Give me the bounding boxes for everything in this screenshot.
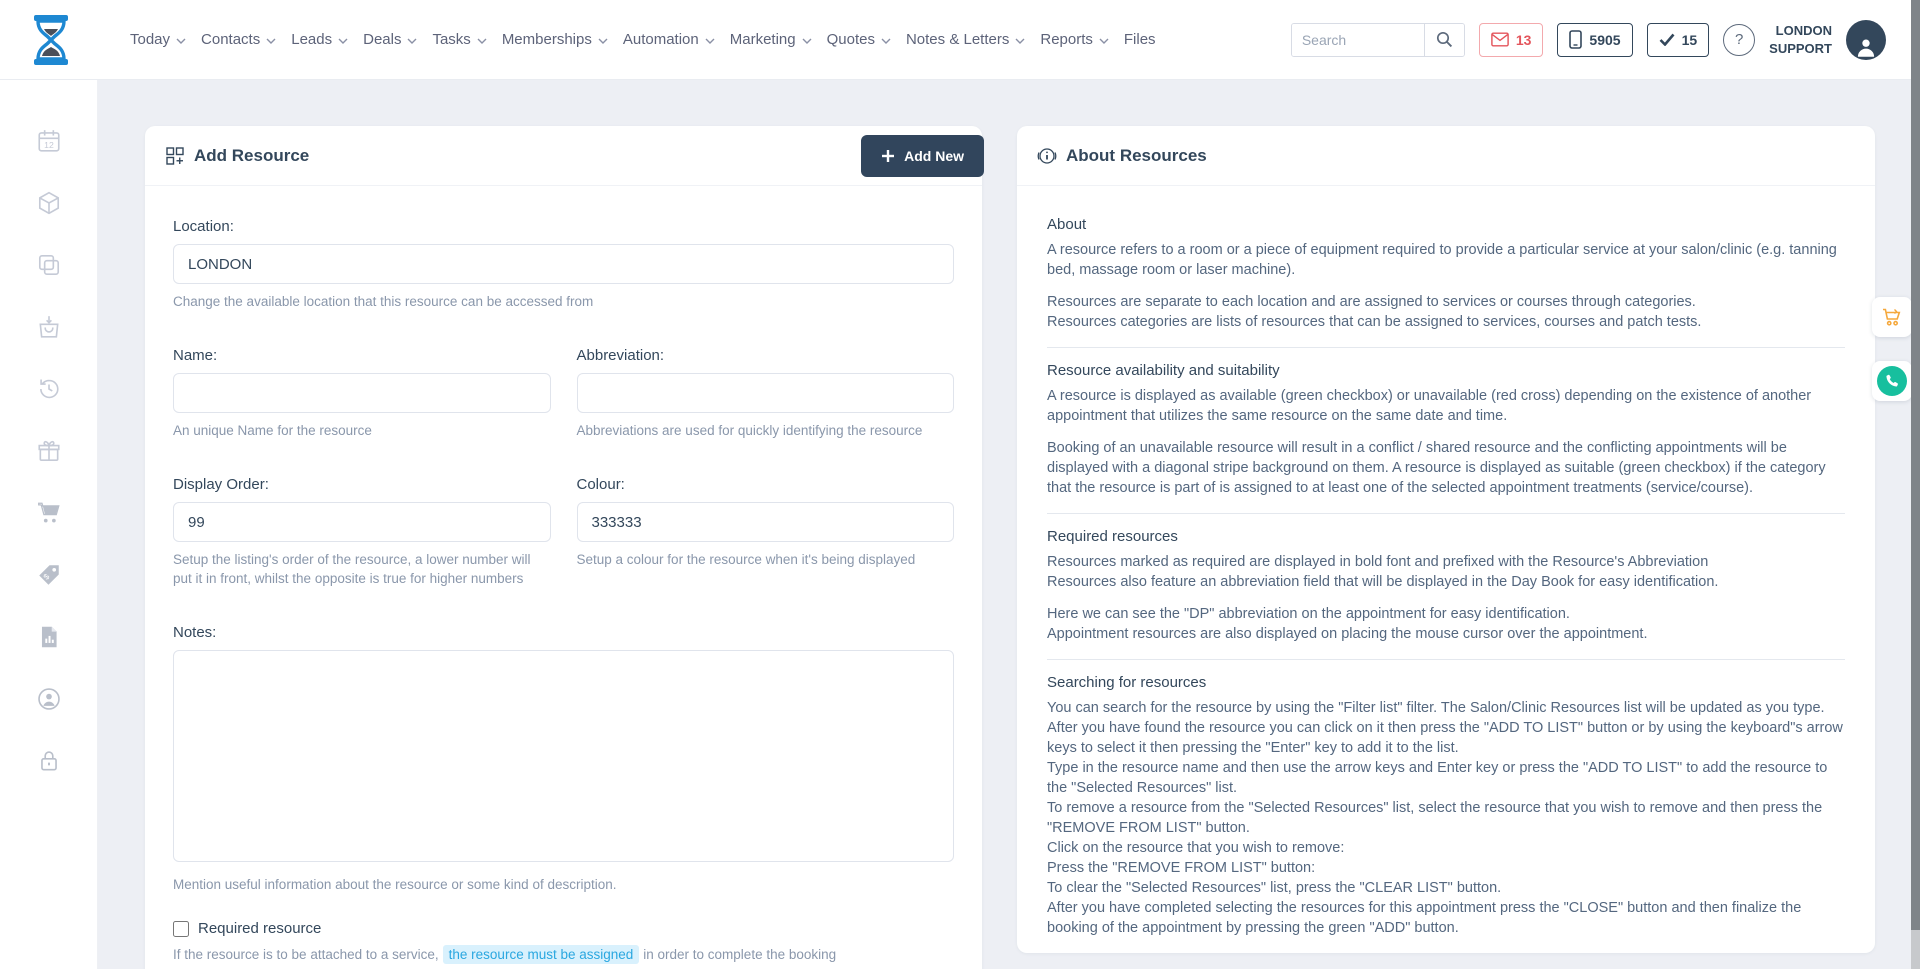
abbreviation-label: Abbreviation: [576,347,665,365]
user-avatar[interactable] [1846,20,1886,60]
report-icon[interactable] [36,624,62,650]
display-order-input[interactable] [173,502,551,542]
location-field-group [173,218,954,311]
add-resource-title-text: Add Resource [194,145,310,165]
mail-count: 13 [1515,31,1532,48]
about-paragraph: Press the "REMOVE FROM LIST" button: [1047,860,1316,876]
display-order-helper: Setup the listing's order of the resource, a lower number will put it in front, whilst the opposite is true for higher numbers [173,552,531,586]
about-section-heading: Required resources [1047,528,1178,545]
add-resource-title [165,146,309,166]
display-order-label: Display Order: [173,476,269,494]
abbreviation-helper: Abbreviations are used for quickly identifying the resource [576,423,923,439]
abbreviation-input[interactable] [577,373,955,413]
phone-disc [1877,366,1907,396]
top-bar [0,0,1920,80]
about-paragraph: Resources marked as required are displayed in bold font and prefixed with the Resource's Abbreviation [1047,554,1709,570]
cube-icon[interactable] [36,190,62,216]
nav-label: Marketing [729,31,796,48]
section-divider [1047,659,1845,660]
cart-orange-icon [1880,305,1904,329]
nav-item-files[interactable] [1124,31,1156,48]
chevron-down-icon [477,38,487,44]
price-tag-icon[interactable] [36,562,62,588]
about-paragraph: Booking of an unavailable resource will result in a conflict / shared resource and the conflicting appointments will be displayed with a diagonal stripe background on them. A resource is displayed as suitable (green checkbox) if the category that the resource is part of is assigned to at least one of the selected appointment treatments (service/course). [1047,440,1826,496]
nav-item-deals[interactable] [363,31,417,48]
about-paragraph: Resources categories are lists of resources that can be assigned to services, courses and patch tests. [1047,314,1702,330]
calendar-icon[interactable] [36,128,62,154]
nav-item-tasks[interactable] [432,31,486,48]
add-new-label: Add New [904,148,964,164]
hourglass-logo[interactable] [28,14,74,66]
history-icon[interactable] [36,376,62,402]
about-section-heading: Searching for resources [1047,674,1207,691]
nav-label: Leads [291,31,333,48]
scrollbar-thumb[interactable] [1911,0,1920,930]
add-resource-card [145,126,982,969]
user-name-line2: SUPPORT [1769,40,1832,56]
nav-item-memberships[interactable] [502,31,608,48]
location-label: Location: [173,218,234,235]
nav-item-today[interactable] [130,31,186,48]
nav-label: Contacts [201,31,261,48]
tasks-badge[interactable] [1647,23,1710,57]
plus-icon [881,149,895,163]
nav-item-reports[interactable] [1040,31,1109,48]
about-paragraph: Click on the resource that you wish to remove: [1047,840,1345,856]
about-section-heading: About [1047,216,1087,233]
required-resource-helper [173,947,954,962]
about-paragraph: Resources are separate to each location and are assigned to services or courses through categories. [1047,294,1696,310]
chevron-down-icon [407,38,417,44]
search-box [1291,23,1465,57]
nav-item-leads[interactable] [291,31,348,48]
about-paragraph: After you have found the resource you can click on it then press the "ADD TO LIST" button or by using the keyboard"s arrow keys to select it then pressing the "Enter" key to add it to the list. [1047,720,1843,756]
search-icon [1436,31,1453,48]
add-resource-form [145,186,982,969]
about-paragraph: To clear the "Selected Resources" list, press the "CLEAR LIST" button. [1047,880,1502,896]
nav-label: Tasks [432,31,471,48]
nav-item-marketing[interactable] [730,31,812,48]
about-paragraph: A resource is displayed as available (green checkbox) or unavailable (red cross) depending on the existence of another appointment that utilizes the same resource on the same date and time. [1047,388,1812,424]
name-field-group [173,347,551,440]
search-button[interactable] [1424,24,1464,56]
nav-item-quotes[interactable] [827,31,891,48]
nav-item-notes-letters[interactable] [906,31,1025,48]
phone-widget-button[interactable] [1872,361,1912,401]
svg-text:$: $ [41,572,51,582]
task-count: 15 [1681,31,1698,48]
info-icon [1037,146,1057,166]
about-paragraph: To remove a resource from the "Selected Resources" list, select the resource that you wish to remove and then press the "REMOVE FROM LIST" button. [1047,800,1823,836]
colour-helper: Setup a colour for the resource when it's being displayed [576,552,916,568]
chevron-down-icon [176,38,186,44]
phone-call-icon [1884,373,1900,389]
cart-widget-button[interactable] [1872,297,1912,337]
search-input[interactable] [1292,24,1424,56]
about-paragraph: Type in the resource name and then use the arrow keys and Enter key or press the "ADD TO LIST" to add the resource to the "Selected Resources" list. [1047,760,1828,796]
required-helper-prefix: If the resource is to be attached to a service, [173,947,439,963]
bag-download-icon[interactable] [36,314,62,340]
nav-label: Notes & Letters [905,31,1010,48]
main-nav [130,31,1156,48]
account-icon[interactable] [36,686,62,712]
lock-icon[interactable] [36,748,62,774]
about-paragraph: Resources also feature an abbreviation field that will be displayed in the Day Book for easy identification. [1047,574,1719,590]
about-resources-body [1017,186,1875,953]
about-resources-header [1017,126,1875,186]
about-paragraph: After you have completed selecting the resources for this appointment press the "CLOSE" button and then finalize the booking of the appointment by pressing the green "ADD" button. [1047,900,1802,936]
name-helper: An unique Name for the resource [173,423,372,439]
chevron-down-icon [1015,38,1025,44]
required-helper-highlight: the resource must be assigned [443,945,640,964]
abbreviation-field-group [577,347,955,440]
nav-label: Quotes [826,31,875,48]
side-rail [0,80,98,969]
nav-label: Automation [622,31,699,48]
about-section-heading: Resource availability and suitability [1047,362,1280,379]
nav-label: Memberships [501,31,592,48]
section-divider [1047,513,1845,514]
nav-item-contacts[interactable] [201,31,276,48]
mobile-icon [1569,30,1582,49]
user-name-line1: LONDON [1775,22,1832,38]
user-name[interactable] [1769,22,1832,57]
check-icon [1659,33,1675,46]
chevron-down-icon [881,38,891,44]
help-icon: ? [1734,31,1744,48]
required-helper-suffix: in order to complete the booking [643,947,837,963]
notes-field-group [173,624,954,894]
about-paragraph: You can search for the resource by using the "Filter list" filter. The Salon/Clinic Resources list will be updated as you type. [1047,700,1825,716]
notes-label: Notes: [173,623,217,641]
mail-badge[interactable] [1479,23,1544,57]
about-resources-card [1017,126,1875,953]
about-paragraph: A resource refers to a room or a piece of equipment required to provide a particular service at your salon/clinic (e.g. tanning bed, massage room or laser machine). [1047,242,1837,278]
colour-field-group [577,476,955,587]
cart-icon[interactable] [36,500,62,526]
location-input[interactable] [173,244,954,284]
colour-label: Colour: [576,476,625,494]
svg-text:12: 12 [43,140,54,151]
notes-textarea[interactable] [173,650,954,862]
name-input[interactable] [173,373,551,413]
copy-icon[interactable] [36,252,62,278]
add-new-button[interactable] [861,135,984,177]
nav-label: Today [130,31,171,48]
location-helper: Change the available location that this resource can be accessed from [173,294,594,309]
user-avatar-icon [1853,34,1879,60]
gift-icon[interactable] [36,438,62,464]
nav-label: Files [1123,31,1156,48]
chevron-down-icon [705,38,715,44]
chevron-down-icon [1099,38,1109,44]
display-order-field-group [173,476,551,587]
required-resource-checkbox[interactable] [173,921,189,937]
name-label: Name: [173,347,218,365]
sms-count: 5905 [1589,31,1621,48]
mail-icon [1491,32,1509,47]
nav-label: Deals [363,31,402,48]
grid-add-icon [165,146,185,166]
topbar-right-cluster [1291,20,1920,60]
section-divider [1047,347,1845,348]
help-button[interactable] [1723,24,1755,56]
required-resource-row [173,920,954,937]
nav-item-automation[interactable] [623,31,715,48]
about-resources-title [1037,146,1207,166]
add-resource-header [145,126,982,186]
colour-input[interactable] [577,502,955,542]
sms-badge[interactable] [1557,23,1632,57]
about-paragraph: Here we can see the "DP" abbreviation on the appointment for easy identification. [1047,606,1570,622]
chevron-down-icon [598,38,608,44]
chevron-down-icon [802,38,812,44]
about-paragraph: Appointment resources are also displayed on placing the mouse cursor over the appointment. [1047,626,1648,642]
required-resource-label: Required resource [198,920,322,938]
scrollbar-track[interactable] [1911,0,1920,969]
about-resources-title-text: About Resources [1066,145,1207,165]
chevron-down-icon [338,38,348,44]
nav-label: Reports [1040,31,1093,48]
notes-helper: Mention useful information about the resource or some kind of description. [173,876,617,892]
chevron-down-icon [266,38,276,44]
